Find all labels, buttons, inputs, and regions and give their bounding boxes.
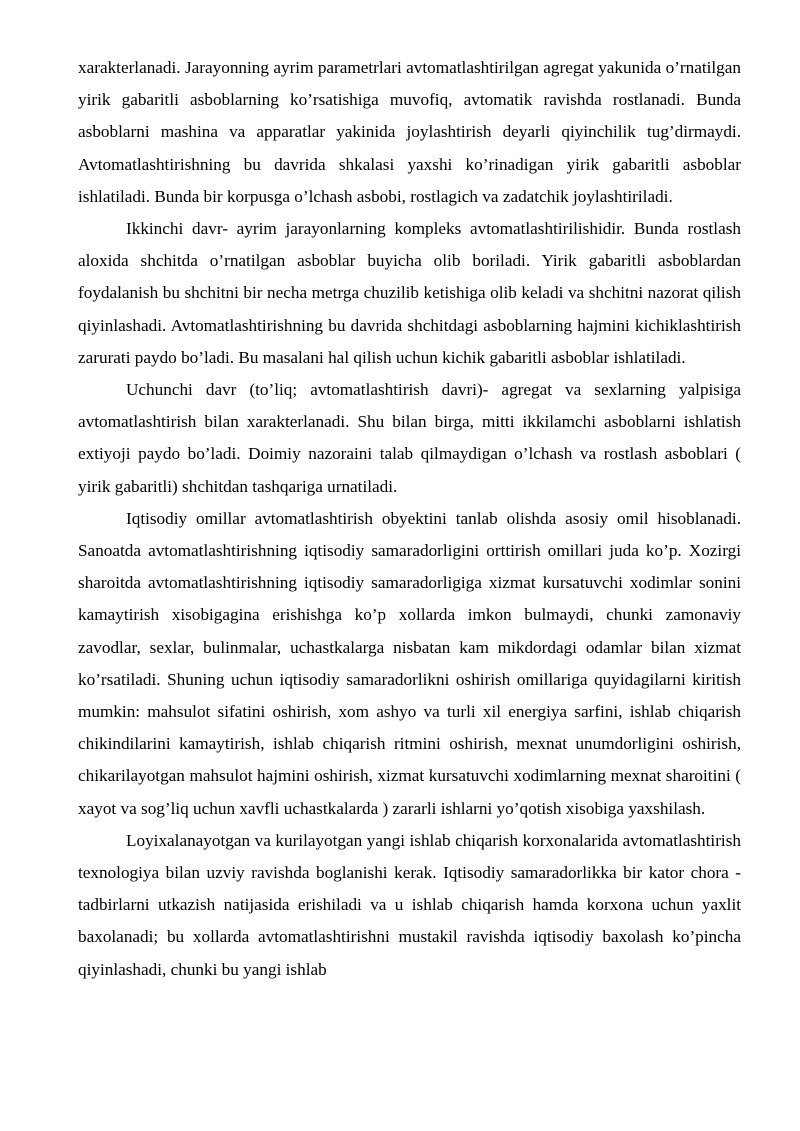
paragraph-continuation: xarakterlanadi. Jarayonning ayrim parametrlari avtomatlashtirilgan agregat yakunida o’rnatilgan yirik gabaritli asboblarning ko’rsatishiga muvofiq, avtomatik ravishda rostlanadi. Bunda asboblarni mashina va apparatlar yakinida joylashtirish deyarli qiyinchilik tug’dirmaydi. Avtomatlashtirishning bu davrida shkalasi yaxshi ko’rinadigan yirik gabaritli asboblar ishlatiladi. Bunda bir korpusga o’lchash asbobi, rostlagich va zadatchik joylashtiriladi.: [78, 58, 741, 206]
paragraph-economic-factors: Iqtisodiy omillar avtomatlashtirish obyektini tanlab olishda asosiy omil hisoblanadi. Sanoatda avtomatlashtirishning iqtisodiy samaradorligini orttirish omillari juda ko’p. Xozirgi sharoitda avtomatlashtirishning iqtisodiy samaradorligiga xizmat kursatuvchi xodimlar sonini kamaytirish xisobigagina erishishga ko’p xollarda imkon bulmaydi, chunki zamonaviy zavodlar, sexlar, bulinmalar, uchastkalarga nisbatan kam mikdordagi odamlar bilan xizmat ko’rsatiladi. Shuning uchun iqtisodiy samaradorlikni oshirish omillariga quyidagilarni kiritish mumkin: mahsulot sifatini oshirish, xom ashyo va turli xil energiya sarfini, ishlab chiqarish chikindilarini kamaytirish, ishlab chiqarish ritmini oshirish, mexnat unumdorligini oshirish, chikarilayotgan mahsulot hajmini oshirish, xizmat kursatuvchi xodimlarning mexnat sharoitini ( xayot va sog’liq uchun xavfli uchastkalarda ) zararli ishlarni yo’qotish xisobiga yaxshilash.: [78, 508, 741, 818]
document-page: [78, 52, 741, 986]
paragraph-third-period: Uchunchi davr (to’liq; avtomatlashtirish davri)- agregat va sexlarning yalpisiga avtomatlashtirish bilan xarakterlanadi. Shu bilan birga, mitti ikkilamchi asboblarni ishlatish extiyoji paydo bo’ladi. Doimiy nazoraini talab qilmaydigan o’lchash va rostlash asboblari ( yirik gabaritli) shchitdan tashqariga urnatiladi.: [78, 380, 741, 496]
paragraph-new-enterprises: Loyixalanayotgan va kurilayotgan yangi ishlab chiqarish korxonalarida avtomatlashtirish texnologiya bilan uzviy ravishda boglanishi kerak. Iqtisodiy samaradorlikka bir kator chora - tadbirlarni utkazish natijasida erishiladi va u ishlab chiqarish hamda korxona uchun yaxlit baxolanadi; bu xollarda avtomatlashtirishni mustakil ravishda iqtisodiy baxolash ko’pincha qiyinlashadi, chunki bu yangi ishlab: [78, 830, 741, 979]
paragraph-second-period: Ikkinchi davr- ayrim jarayonlarning kompleks avtomatlashtirilishidir. Bunda rostlash aloxida shchitda o’rnatilgan asboblar buyicha olib boriladi. Yirik gabaritli asboblardan foydalanish bu shchitni bir necha metrga chuzilib ketishiga olib keladi va shchitni nazorat qilish qiyinlashadi. Avtomatlashtirishning bu davrida shchitdagi asboblarning hajmini kichiklashtirish zarurati paydo bo’ladi. Bu masalani hal qilish uchun kichik gabaritli asboblar ishlatiladi.: [78, 219, 741, 367]
